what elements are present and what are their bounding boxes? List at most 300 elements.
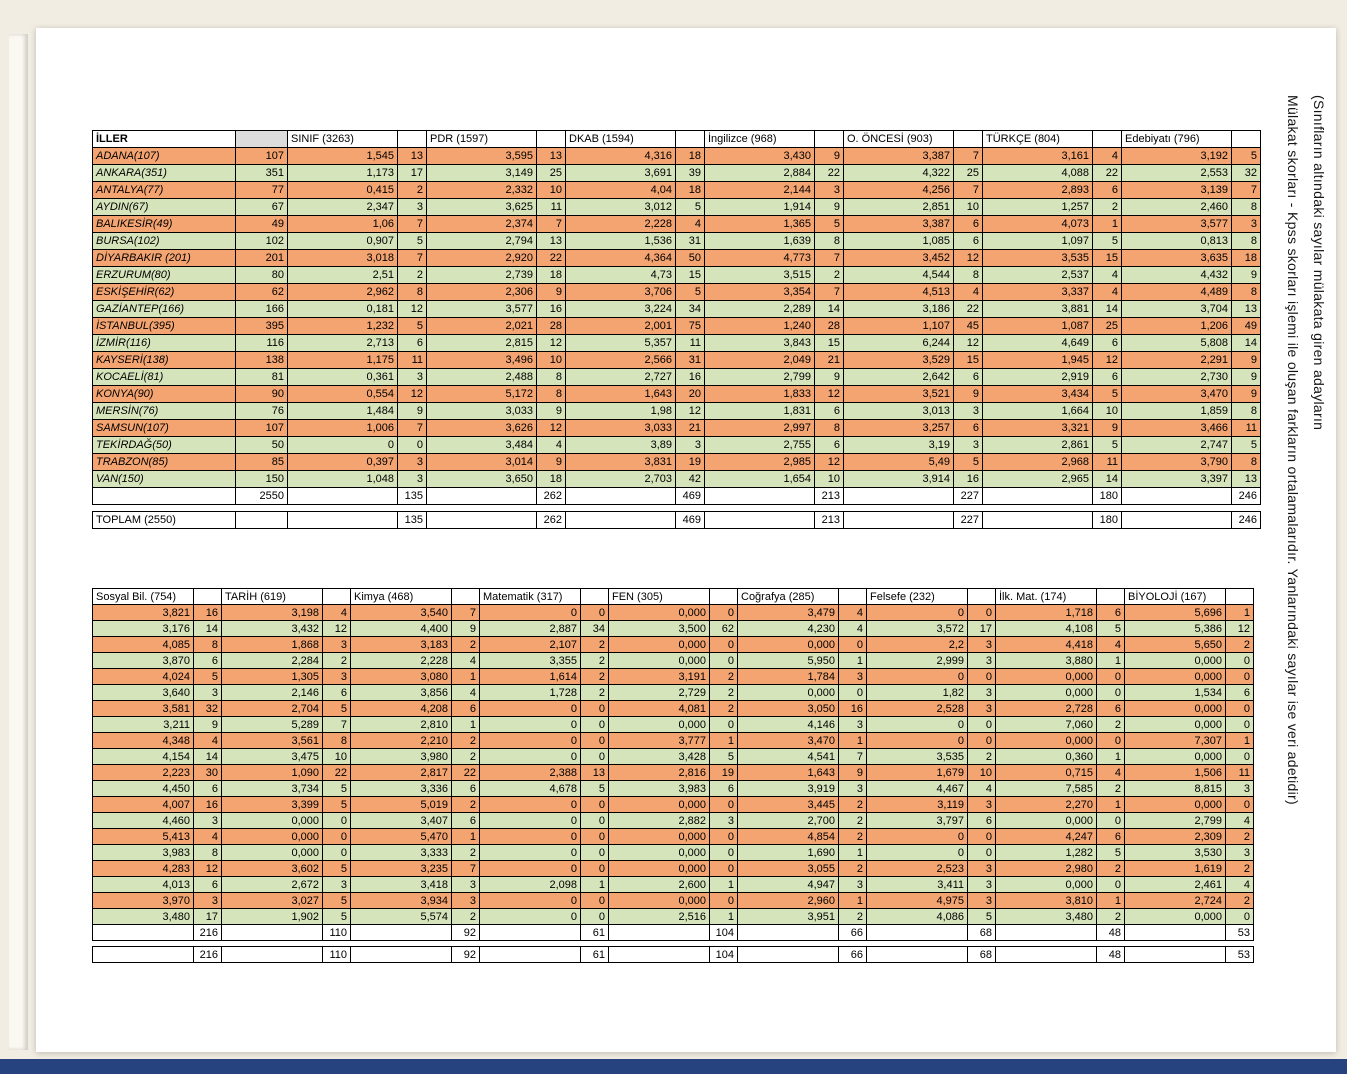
n-count-cell: 4 — [1097, 637, 1125, 653]
score-cell: 0 — [480, 893, 581, 909]
score-cell: 0,415 — [288, 182, 398, 199]
n-count-cell: 1 — [1226, 733, 1254, 749]
blank-cell — [1125, 925, 1226, 941]
score-cell: 1,006 — [288, 420, 398, 437]
n-count-cell: 6 — [194, 877, 222, 893]
n-count-cell: 12 — [1226, 621, 1254, 637]
score-cell: 2,223 — [93, 765, 194, 781]
score-cell: 3,521 — [844, 386, 954, 403]
n-count-cell: 5 — [968, 909, 996, 925]
score-cell: 1,914 — [705, 199, 815, 216]
score-cell: 3,418 — [351, 877, 452, 893]
column-header: Kimya (468) — [351, 589, 452, 605]
column-header: İlk. Mat. (174) — [996, 589, 1097, 605]
margin-note — [1280, 95, 1332, 1025]
score-cell: 5,172 — [427, 386, 537, 403]
n-count-cell: 22 — [954, 301, 983, 318]
score-cell: 4,649 — [983, 335, 1093, 352]
n-count-cell: 4 — [676, 216, 705, 233]
n-count-cell: 0 — [581, 701, 609, 717]
score-cell: 4,947 — [738, 877, 839, 893]
toplam-label-cell: TOPLAM (2550) — [93, 512, 236, 529]
score-cell: 3,055 — [738, 861, 839, 877]
n-count-cell: 1 — [452, 717, 480, 733]
n-count-cell: 2 — [1093, 199, 1122, 216]
n-count-cell: 22 — [323, 765, 351, 781]
score-cell: 1,087 — [983, 318, 1093, 335]
score-cell: 3,19 — [844, 437, 954, 454]
n-count-cell: 9 — [815, 369, 844, 386]
n-count-cell: 6 — [954, 233, 983, 250]
score-cell: 4,146 — [738, 717, 839, 733]
n-count-cell: 15 — [954, 352, 983, 369]
score-cell: 3,161 — [983, 148, 1093, 165]
n-count-cell: 2 — [710, 669, 738, 685]
n-count-cell: 2 — [815, 267, 844, 284]
table-row — [93, 335, 1261, 352]
score-cell: 3,706 — [566, 284, 676, 301]
score-cell: 3,387 — [844, 148, 954, 165]
blank-cell — [480, 947, 581, 963]
n-count-cell: 9 — [1093, 420, 1122, 437]
score-cell: 1,282 — [996, 845, 1097, 861]
n-count-cell: 21 — [815, 352, 844, 369]
score-cell: 4,208 — [351, 701, 452, 717]
n-count-cell: 0 — [710, 605, 738, 621]
column-header-n — [323, 589, 351, 605]
city-count-cell: 85 — [236, 454, 288, 471]
n-count-cell: 4 — [1097, 765, 1125, 781]
n-count-cell: 14 — [815, 301, 844, 318]
n-count-cell: 8 — [537, 386, 566, 403]
score-cell: 3,561 — [222, 733, 323, 749]
score-cell: 2,919 — [983, 369, 1093, 386]
score-cell: 0,000 — [996, 685, 1097, 701]
n-count-cell: 75 — [676, 318, 705, 335]
score-cell: 2,817 — [351, 765, 452, 781]
n-count-cell: 7 — [452, 861, 480, 877]
score-cell: 4,230 — [738, 621, 839, 637]
city-name-cell: DİYARBAKIR (201) — [93, 250, 236, 267]
n-count-cell: 17 — [398, 165, 427, 182]
score-cell: 3,428 — [609, 749, 710, 765]
margin-note-line-2: Mülakat skorları - Kpss skorları işlemi ile oluşan farkların ortalamalarıdır. Yanlarındaki sayılar ise veri adetidir) — [1285, 95, 1301, 805]
column-sum-cell: 104 — [710, 925, 738, 941]
score-cell: 3,012 — [566, 199, 676, 216]
n-count-cell: 6 — [815, 437, 844, 454]
column-header-n — [815, 131, 844, 148]
column-sum-cell: 104 — [710, 947, 738, 963]
n-count-cell: 14 — [194, 749, 222, 765]
score-cell: 2,730 — [1122, 369, 1232, 386]
n-count-cell: 49 — [1232, 318, 1261, 335]
score-cell: 3,625 — [427, 199, 537, 216]
n-count-cell: 18 — [537, 471, 566, 488]
score-cell: 3,980 — [351, 749, 452, 765]
score-cell: 0,000 — [1125, 701, 1226, 717]
blank-cell — [93, 925, 194, 941]
n-count-cell: 2 — [581, 685, 609, 701]
n-count-cell: 18 — [676, 182, 705, 199]
score-cell: 3,496 — [427, 352, 537, 369]
n-count-cell: 7 — [815, 284, 844, 301]
n-count-cell: 3 — [676, 437, 705, 454]
n-count-cell: 22 — [452, 765, 480, 781]
n-count-cell: 5 — [323, 701, 351, 717]
score-cell: 4,348 — [93, 733, 194, 749]
score-cell: 2,001 — [566, 318, 676, 335]
score-cell: 0 — [867, 733, 968, 749]
score-cell: 3,529 — [844, 352, 954, 369]
table-row — [93, 621, 1254, 637]
score-cell: 0,000 — [222, 829, 323, 845]
n-count-cell: 16 — [676, 369, 705, 386]
column-header: O. ÖNCESİ (903) — [844, 131, 954, 148]
score-cell: 4,073 — [983, 216, 1093, 233]
score-cell: 5,470 — [351, 829, 452, 845]
column-sum-cell: 262 — [537, 512, 566, 529]
score-cell: 2,553 — [1122, 165, 1232, 182]
n-count-cell: 25 — [1093, 318, 1122, 335]
n-count-cell: 2 — [398, 267, 427, 284]
n-count-cell: 22 — [537, 250, 566, 267]
score-cell: 4,467 — [867, 781, 968, 797]
score-cell: 1,484 — [288, 403, 398, 420]
city-name-cell: TRABZON(85) — [93, 454, 236, 471]
table-row — [93, 386, 1261, 403]
score-cell: 3,480 — [996, 909, 1097, 925]
score-cell: 3,080 — [351, 669, 452, 685]
city-name-cell: ESKİŞEHİR(62) — [93, 284, 236, 301]
column-header-n — [581, 589, 609, 605]
table-row — [93, 233, 1261, 250]
n-count-cell: 8 — [1232, 454, 1261, 471]
n-count-cell: 2 — [452, 845, 480, 861]
n-count-cell: 7 — [398, 250, 427, 267]
score-cell: 3,475 — [222, 749, 323, 765]
score-cell: 3,626 — [427, 420, 537, 437]
n-count-cell: 1 — [710, 909, 738, 925]
n-count-cell: 0 — [1226, 797, 1254, 813]
n-count-cell: 0 — [581, 605, 609, 621]
blank-cell — [480, 925, 581, 941]
n-count-cell: 0 — [839, 685, 867, 701]
n-count-cell: 9 — [839, 765, 867, 781]
score-cell: 2,962 — [288, 284, 398, 301]
blank-cell — [1122, 512, 1232, 529]
score-cell: 5,49 — [844, 454, 954, 471]
city-name-cell: BURSA(102) — [93, 233, 236, 250]
n-count-cell: 10 — [537, 352, 566, 369]
n-count-cell: 3 — [194, 813, 222, 829]
n-count-cell: 4 — [839, 605, 867, 621]
n-count-cell: 6 — [954, 369, 983, 386]
n-count-cell: 18 — [537, 267, 566, 284]
city-count-cell: 138 — [236, 352, 288, 369]
score-cell: 3,572 — [867, 621, 968, 637]
score-cell: 1,534 — [1125, 685, 1226, 701]
column-sum-cell: 68 — [968, 947, 996, 963]
n-count-cell: 6 — [710, 781, 738, 797]
blank-cell — [1125, 947, 1226, 963]
score-cell: 2,729 — [609, 685, 710, 701]
score-cell: 0 — [480, 749, 581, 765]
score-cell: 0,000 — [609, 893, 710, 909]
interview-scores-table-bottom — [92, 588, 1254, 941]
table-row — [93, 685, 1254, 701]
n-count-cell: 3 — [398, 471, 427, 488]
n-count-cell: 8 — [1232, 199, 1261, 216]
blank-cell — [983, 512, 1093, 529]
n-count-cell: 1 — [452, 829, 480, 845]
score-cell: 3,650 — [427, 471, 537, 488]
n-count-cell: 3 — [839, 669, 867, 685]
blank-cell — [93, 488, 236, 505]
score-cell: 3,540 — [351, 605, 452, 621]
score-cell: 2,488 — [427, 369, 537, 386]
score-cell: 8,815 — [1125, 781, 1226, 797]
n-count-cell: 0 — [581, 733, 609, 749]
n-count-cell: 0 — [323, 813, 351, 829]
city-count-cell: 62 — [236, 284, 288, 301]
score-cell: 4,04 — [566, 182, 676, 199]
blank-cell — [983, 488, 1093, 505]
n-count-cell: 0 — [968, 605, 996, 621]
city-name-cell: KAYSERİ(138) — [93, 352, 236, 369]
city-count-cell: 76 — [236, 403, 288, 420]
n-count-cell: 17 — [968, 621, 996, 637]
city-name-cell: GAZİANTEP(166) — [93, 301, 236, 318]
score-cell: 3,445 — [738, 797, 839, 813]
n-count-cell: 2 — [452, 909, 480, 925]
score-cell: 2,887 — [480, 621, 581, 637]
n-count-cell: 13 — [581, 765, 609, 781]
city-name-cell: MERSİN(76) — [93, 403, 236, 420]
score-cell: 4,088 — [983, 165, 1093, 182]
n-count-cell: 16 — [839, 701, 867, 717]
column-header-n — [710, 589, 738, 605]
score-cell: 2,724 — [1125, 893, 1226, 909]
n-count-cell: 9 — [1232, 369, 1261, 386]
n-count-cell: 0 — [968, 733, 996, 749]
table-row — [93, 637, 1254, 653]
score-cell: 2,2 — [867, 637, 968, 653]
n-count-cell: 4 — [1093, 267, 1122, 284]
table-row — [93, 267, 1261, 284]
blank-cell — [844, 512, 954, 529]
n-count-cell: 7 — [954, 182, 983, 199]
n-count-cell: 5 — [323, 909, 351, 925]
n-count-cell: 5 — [398, 233, 427, 250]
column-header: TÜRKÇE (804) — [983, 131, 1093, 148]
score-cell: 2,144 — [705, 182, 815, 199]
blank-cell — [609, 925, 710, 941]
column-header-iller: İLLER — [93, 131, 236, 148]
n-count-cell: 9 — [452, 621, 480, 637]
score-cell: 0,000 — [1125, 669, 1226, 685]
n-count-cell: 2 — [1226, 893, 1254, 909]
n-count-cell: 8 — [1232, 284, 1261, 301]
score-cell: 1,859 — [1122, 403, 1232, 420]
score-cell: 1,868 — [222, 637, 323, 653]
score-cell: 0 — [480, 845, 581, 861]
score-cell: 3,856 — [351, 685, 452, 701]
n-count-cell: 4 — [954, 284, 983, 301]
score-cell: 3,821 — [93, 605, 194, 621]
score-cell: 0 — [480, 861, 581, 877]
score-cell: 1,048 — [288, 471, 398, 488]
score-cell: 1,175 — [288, 352, 398, 369]
n-count-cell: 9 — [398, 403, 427, 420]
city-name-cell: BALIKESİR(49) — [93, 216, 236, 233]
score-cell: 0,907 — [288, 233, 398, 250]
n-count-cell: 2 — [1226, 861, 1254, 877]
score-cell: 2,815 — [427, 335, 537, 352]
score-cell: 3,479 — [738, 605, 839, 621]
n-count-cell: 4 — [194, 829, 222, 845]
table-row — [93, 148, 1261, 165]
n-count-cell: 9 — [537, 284, 566, 301]
n-count-cell: 9 — [1232, 352, 1261, 369]
score-cell: 2,980 — [996, 861, 1097, 877]
score-cell: 2,270 — [996, 797, 1097, 813]
blank-cell — [844, 488, 954, 505]
n-count-cell: 0 — [1226, 717, 1254, 733]
n-count-cell: 1 — [710, 877, 738, 893]
table-row — [93, 605, 1254, 621]
score-cell: 3,640 — [93, 685, 194, 701]
n-count-cell: 2 — [452, 733, 480, 749]
score-cell: 3,790 — [1122, 454, 1232, 471]
n-count-cell: 13 — [537, 148, 566, 165]
n-count-cell: 10 — [537, 182, 566, 199]
blank-cell — [566, 512, 676, 529]
score-cell: 2,704 — [222, 701, 323, 717]
n-count-cell: 8 — [1232, 403, 1261, 420]
n-count-cell: 0 — [968, 669, 996, 685]
score-cell: 3,951 — [738, 909, 839, 925]
blank-cell — [609, 947, 710, 963]
score-cell: 2,461 — [1125, 877, 1226, 893]
n-count-cell: 5 — [676, 199, 705, 216]
column-sum-cell: 216 — [194, 925, 222, 941]
column-sum-cell: 135 — [398, 488, 427, 505]
n-count-cell: 4 — [839, 621, 867, 637]
score-cell: 3,466 — [1122, 420, 1232, 437]
n-count-cell: 9 — [1232, 267, 1261, 284]
score-cell: 0,360 — [996, 749, 1097, 765]
n-count-cell: 6 — [1093, 182, 1122, 199]
score-cell: 1,173 — [288, 165, 398, 182]
score-cell: 3,355 — [480, 653, 581, 669]
score-cell: 2,851 — [844, 199, 954, 216]
score-cell: 0,715 — [996, 765, 1097, 781]
score-cell: 2,884 — [705, 165, 815, 182]
n-count-cell: 6 — [815, 403, 844, 420]
n-count-cell: 0 — [968, 845, 996, 861]
score-cell: 0,000 — [738, 685, 839, 701]
table-row — [93, 653, 1254, 669]
score-cell: 7,060 — [996, 717, 1097, 733]
score-cell: 3,602 — [222, 861, 323, 877]
score-cell: 3,470 — [1122, 386, 1232, 403]
n-count-cell: 2 — [398, 182, 427, 199]
column-header: FEN (305) — [609, 589, 710, 605]
score-cell: 1,643 — [566, 386, 676, 403]
score-cell: 0,000 — [738, 637, 839, 653]
column-sum-cell: 53 — [1226, 925, 1254, 941]
score-cell: 2,997 — [705, 420, 815, 437]
n-count-cell: 2 — [581, 637, 609, 653]
blank-cell — [222, 947, 323, 963]
score-cell: 3,595 — [427, 148, 537, 165]
n-count-cell: 12 — [537, 335, 566, 352]
city-count-cell: 80 — [236, 267, 288, 284]
n-count-cell: 4 — [323, 605, 351, 621]
blank-cell — [222, 925, 323, 941]
n-count-cell: 2 — [839, 797, 867, 813]
table-row — [93, 765, 1254, 781]
column-sum-cell: 48 — [1097, 925, 1125, 941]
score-cell: 0 — [480, 829, 581, 845]
score-cell: 2,747 — [1122, 437, 1232, 454]
blank-cell — [996, 925, 1097, 941]
score-cell: 2,332 — [427, 182, 537, 199]
score-cell: 1,365 — [705, 216, 815, 233]
n-count-cell: 12 — [194, 861, 222, 877]
n-count-cell: 7 — [398, 216, 427, 233]
score-cell: 0 — [867, 717, 968, 733]
score-cell: 5,950 — [738, 653, 839, 669]
score-cell: 3,434 — [983, 386, 1093, 403]
n-count-cell: 7 — [954, 148, 983, 165]
n-count-cell: 3 — [968, 701, 996, 717]
n-count-cell: 16 — [954, 471, 983, 488]
score-cell: 2,523 — [867, 861, 968, 877]
n-count-cell: 3 — [839, 717, 867, 733]
score-cell: 1,097 — [983, 233, 1093, 250]
n-count-cell: 16 — [194, 797, 222, 813]
score-cell: 3,018 — [288, 250, 398, 267]
margin-note-line-1: (Sınıfların altındaki sayılar mülakata giren adayların — [1311, 95, 1327, 431]
score-cell: 0,813 — [1122, 233, 1232, 250]
n-count-cell: 0 — [1097, 669, 1125, 685]
interview-scores-table-top — [92, 130, 1261, 505]
score-cell: 3,635 — [1122, 250, 1232, 267]
n-count-cell: 20 — [676, 386, 705, 403]
score-cell: 3,89 — [566, 437, 676, 454]
table-row — [93, 893, 1254, 909]
column-sum-cell: 180 — [1093, 488, 1122, 505]
n-count-cell: 2 — [839, 861, 867, 877]
score-cell: 0,000 — [609, 845, 710, 861]
n-count-cell: 2 — [1226, 829, 1254, 845]
score-cell: 5,019 — [351, 797, 452, 813]
score-cell: 0,000 — [1125, 749, 1226, 765]
score-cell: 4,086 — [867, 909, 968, 925]
score-cell: 7,307 — [1125, 733, 1226, 749]
blank-cell — [705, 488, 815, 505]
n-count-cell: 5 — [1093, 233, 1122, 250]
n-count-cell: 15 — [676, 267, 705, 284]
n-count-cell: 12 — [954, 250, 983, 267]
score-cell: 0 — [288, 437, 398, 454]
toplam-row-table — [92, 511, 1261, 529]
score-cell: 2,965 — [983, 471, 1093, 488]
table-row — [93, 877, 1254, 893]
n-count-cell: 1 — [452, 669, 480, 685]
city-count-cell: 166 — [236, 301, 288, 318]
